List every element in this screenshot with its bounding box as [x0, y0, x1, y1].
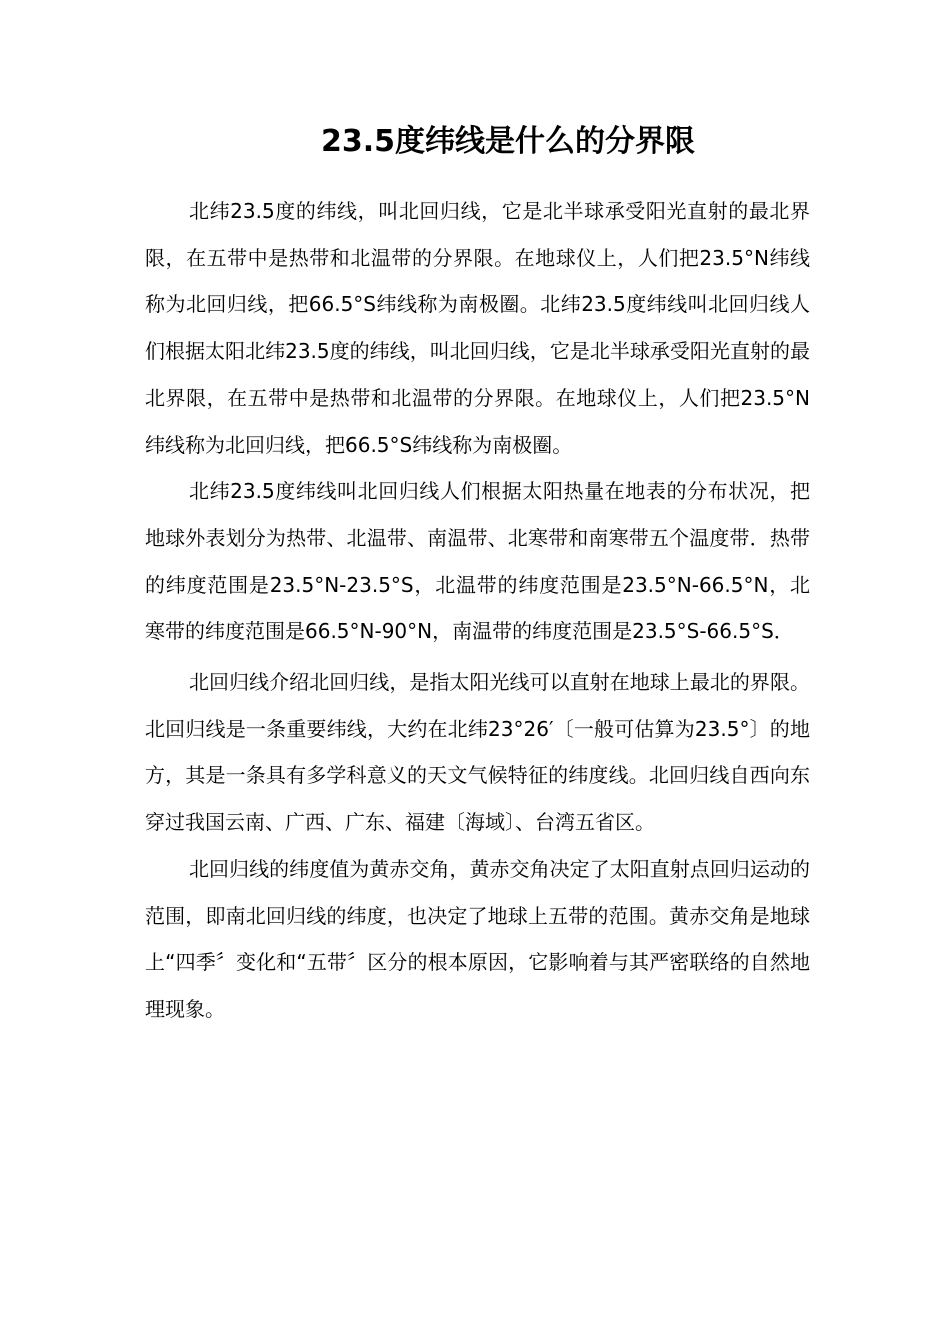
document-body: [145, 188, 810, 1033]
paragraph-2: 北纬23.5度纬线叫北回归线人们根据太阳热量在地表的分布状况，把地球外表划分为热带、北温带、南温带、北寒带和南寒带五个温度带．热带的纬度范围是23.5°N-23.5°S，北温带的纬度范围是23.5°N-66.5°N，北寒带的纬度范围是66.5°N-90°N，南温带的纬度范围是23.5°S-66.5°S．: [145, 479, 810, 644]
page-title: 23.5度纬线是什么的分界限: [320, 124, 696, 159]
paragraph-4: 北回归线的纬度值为黄赤交角，黄赤交角决定了太阳直射点回归运动的范围，即南北回归线的纬度，也决定了地球上五带的范围。黄赤交角是地球上“四季〞变化和“五带〞区分的根本原因，它影响着与其严密联络的自然地理现象。: [145, 856, 810, 1021]
paragraph-1: 北纬23.5度的纬线，叫北回归线，它是北半球承受阳光直射的最北界限，在五带中是热带和北温带的分界限。在地球仪上，人们把23.5°N纬线称为北回归线，把66.5°S纬线称为南极圈。北纬23.5度纬线叫北回归线人们根据太阳北纬23.5度的纬线，叫北回归线，它是北半球承受阳光直射的最北界限，在五带中是热带和北温带的分界限。在地球仪上，人们把23.5°N纬线称为北回归线，把66.5°S纬线称为南极圈。: [145, 199, 810, 457]
paragraph-3: 北回归线介绍北回归线，是指太阳光线可以直射在地球上最北的界限。北回归线是一条重要纬线，大约在北纬23°26′〔一般可估算为23.5°〕的地方，其是一条具有多学科意义的天文气候特征的纬度线。北回归线自西向东穿过我国云南、广西、广东、福建〔海域〕、台湾五省区。: [145, 670, 810, 835]
